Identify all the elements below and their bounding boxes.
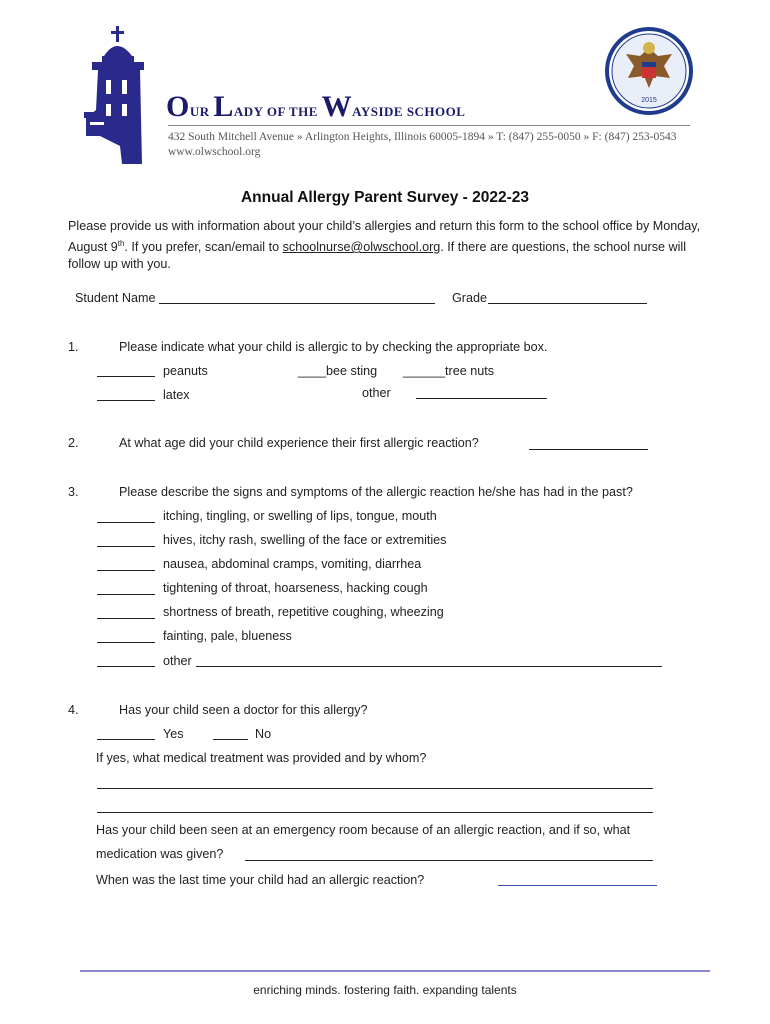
header-rule: [168, 125, 690, 126]
grade-label: Grade: [452, 291, 488, 305]
q3-text: Please describe the signs and symptoms of the allergic reaction he/she has had in the past?: [119, 485, 633, 499]
first-reaction-age-field[interactable]: [529, 449, 648, 450]
website: www.olwschool.org: [168, 146, 261, 158]
symptom-checkbox[interactable]: [97, 618, 155, 619]
tree-nuts-option[interactable]: ______tree nuts: [403, 364, 495, 378]
footer-rule: [80, 970, 710, 972]
q2-number: 2.: [68, 436, 79, 450]
er-question-line2: medication was given?: [96, 847, 224, 861]
nurse-email-link[interactable]: schoolnurse@olwschool.org: [282, 240, 441, 255]
symptom-label: fainting, pale, blueness: [163, 629, 292, 643]
intro-paragraph: Please provide us with information about your child’s allergies and return this form to the school office by Monday, August 9th. If you prefer, scan/email to schoolnurse@olwschool.org. If there are questions, the school nurse will follow up with you.: [68, 219, 701, 272]
latex-checkbox[interactable]: [97, 400, 155, 401]
q1-text: Please indicate what your child is allergic to by checking the appropriate box.: [119, 340, 548, 354]
student-name-field[interactable]: [159, 303, 435, 304]
grade-field[interactable]: [488, 303, 647, 304]
symptom-checkbox[interactable]: [97, 546, 155, 547]
last-reaction-field[interactable]: [498, 885, 657, 886]
treatment-field-line1[interactable]: [97, 788, 653, 789]
symptom-other-field[interactable]: [196, 666, 662, 667]
latex-label: latex: [163, 388, 190, 402]
school-logo: [82, 26, 162, 166]
symptom-label: nausea, abdominal cramps, vomiting, diarrhea: [163, 557, 422, 571]
symptom-label: itching, tingling, or swelling of lips, tongue, mouth: [163, 509, 437, 523]
symptom-checkbox[interactable]: [97, 522, 155, 523]
student-name-label: Student Name: [75, 291, 156, 305]
q4-text: Has your child seen a doctor for this allergy?: [119, 703, 368, 717]
peanuts-label: peanuts: [163, 364, 208, 378]
er-question-line1: Has your child been seen at an emergency room because of an allergic reaction, and if so, what: [96, 823, 631, 837]
treatment-question: If yes, what medical treatment was provided and by whom?: [96, 751, 427, 765]
symptom-checkbox[interactable]: [97, 594, 155, 595]
symptom-label: hives, itchy rash, swelling of the face or extremities: [163, 533, 447, 547]
other-allergy-label: other: [362, 386, 391, 400]
school-address: [168, 130, 677, 160]
no-label: No: [255, 727, 272, 741]
symptom-checkbox[interactable]: [97, 570, 155, 571]
yes-checkbox[interactable]: [97, 739, 155, 740]
symptom-label: tightening of throat, hoarseness, hacking cough: [163, 581, 428, 595]
school-name: OUR LADY OF THE WAYSIDE SCHOOL: [166, 90, 466, 123]
peanuts-checkbox[interactable]: [97, 376, 155, 377]
q3-number: 3.: [68, 485, 79, 499]
symptom-other-label: other: [163, 654, 192, 668]
blue-ribbon-seal: [604, 26, 694, 116]
treatment-field-line2[interactable]: [97, 812, 653, 813]
q1-number: 1.: [68, 340, 79, 354]
page-title: Annual Allergy Parent Survey - 2022-23: [240, 189, 529, 206]
symptom-label: shortness of breath, repetitive coughing, wheezing: [163, 605, 444, 619]
address-line: 432 South Mitchell Avenue » Arlington Heights, Illinois 60005-1894 » T: (847) 255-0050 » F: (847) 253-0543: [168, 131, 677, 143]
yes-label: Yes: [163, 727, 184, 741]
q4-number: 4.: [68, 703, 79, 717]
er-medication-field[interactable]: [245, 860, 653, 861]
q2-text: At what age did your child experience their first allergic reaction?: [119, 436, 479, 450]
symptom-checkbox[interactable]: [97, 666, 155, 667]
other-allergy-field[interactable]: [416, 398, 547, 399]
footer-tagline: enriching minds. fostering faith. expanding talents: [253, 983, 517, 997]
last-reaction-question: When was the last time your child had an allergic reaction?: [96, 873, 425, 887]
no-checkbox[interactable]: [213, 739, 248, 740]
symptom-checkbox[interactable]: [97, 642, 155, 643]
svg-text:2015: 2015: [641, 97, 657, 104]
bee-sting-option[interactable]: ____bee sting: [298, 364, 378, 378]
